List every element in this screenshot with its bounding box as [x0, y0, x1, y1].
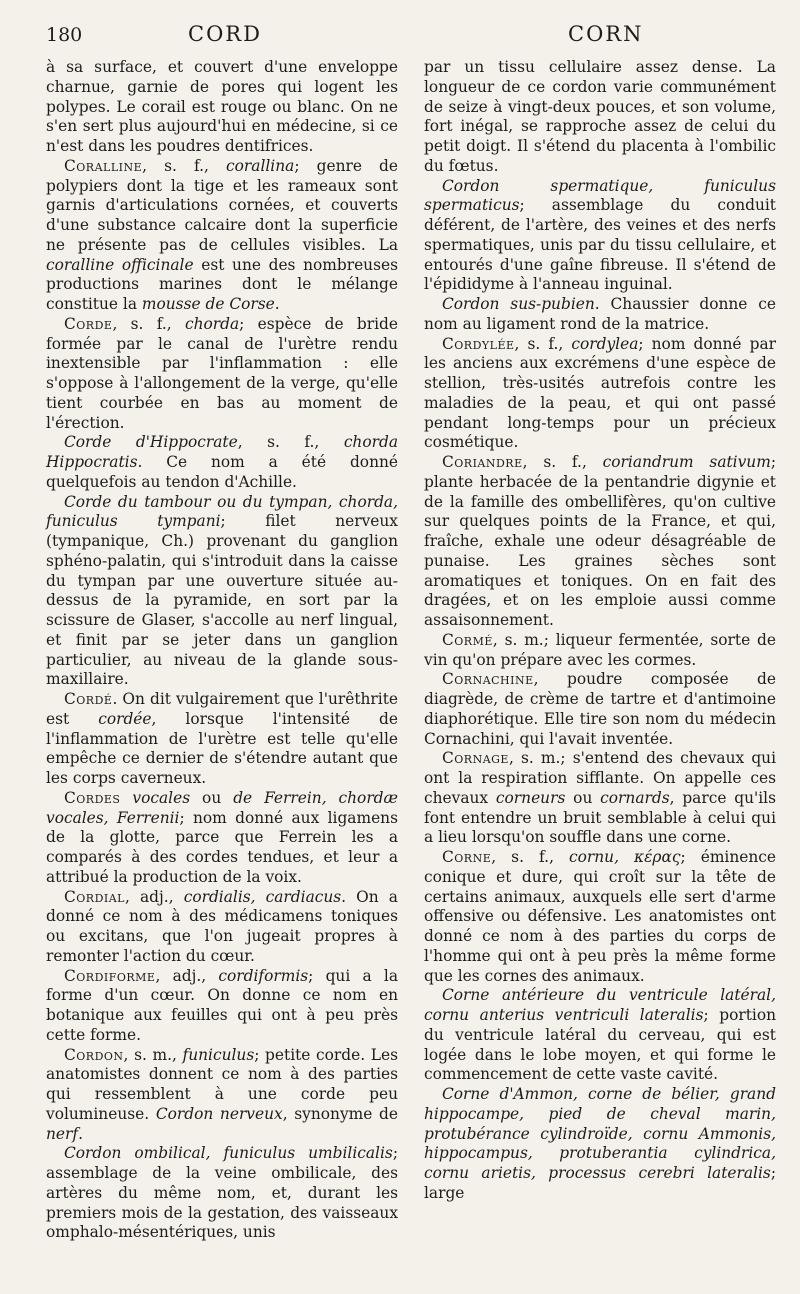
entry-text: , lorsque l'intensité de l'inflammation de l'urètre est telle qu'elle empêche ce dernier de s'étendre autant que les corps caverneux.	[46, 709, 398, 787]
entry-text: . On a donné ce nom à des médicamens toniques ou excitans, que l'on jugeait propres à remonter l'action du cœur.	[46, 887, 398, 965]
dictionary-entry	[46, 789, 398, 888]
italic-term: coralline officinale	[46, 255, 194, 274]
dictionary-entry	[46, 315, 398, 434]
headword: Cordiforme	[64, 966, 156, 985]
entry-text: ; éminence conique et dure, qui croît sur la tête de certains animaux, auxquels elle sert d'arme offensive ou défensive. Les anatomistes ont donné ce nom à des parties du corps de l'homme qui ont à peu près la même forme que les cornes des animaux.	[424, 848, 776, 985]
headword: Coralline	[64, 156, 143, 175]
headword: Cormé	[442, 630, 493, 649]
dictionary-entry	[424, 58, 776, 177]
italic-term: Cordon spermatique, funiculus spermaticus	[424, 176, 776, 215]
entry-text: , s. f.,	[237, 433, 344, 452]
entry-text: ; qui a la forme d'un cœur. On donne ce nom en botanique aux feuilles qui ont à peu près cette forme.	[46, 966, 398, 1044]
entry-text: . On dit vulgairement que l'urêthrite est	[46, 690, 398, 728]
entry-text: . Ce nom a été donné quelquefois au tendon d'Achille.	[46, 453, 398, 491]
dictionary-entry	[424, 453, 776, 631]
entry-text: , adj.,	[125, 887, 184, 906]
headword: Cordé	[64, 690, 113, 708]
entry-text: par un tissu cellulaire assez dense. La longueur de ce cordon varie communément de seize à vingt-deux pouces, et son volume, fort inégal, se rapproche assez de celui du petit doigt. Il s'étend du placenta à l'ombilic du fœtus.	[424, 58, 776, 175]
entry-text: ; assemblage de la veine ombilicale, des artères du même nom, et, durant les premiers mois de la gestation, des vaisseaux omphalo-mésentériques, unis	[46, 1144, 398, 1242]
dictionary-entry	[46, 1144, 398, 1243]
headword: Corde	[64, 314, 113, 333]
italic-term: cornu, κέρας	[569, 848, 681, 866]
italic-term: corallina	[226, 156, 295, 175]
dictionary-entry	[46, 888, 398, 967]
entry-text: , s. m.; s'entend des chevaux qui ont la respiration sifflante. On appelle ces chevaux	[424, 749, 776, 807]
italic-term: funiculus	[182, 1045, 255, 1064]
entry-text: ; filet nerveux (tympanique, Ch.) provenant du ganglion sphéno-palatin, qui s'introduit dans la caisse du tympan par une ouverture située au-dessus de la pyramide, en sort par la scissure de Glaser, s'accolle au nerf lingual, et finit par se jeter dans un ganglion particulier, au niveau de la glande sous-maxillaire.	[46, 512, 398, 689]
italic-term: de Ferrein, chordæ vocales, Ferrenii	[46, 788, 398, 827]
dictionary-entry	[424, 670, 776, 749]
headword: Cornage	[442, 749, 509, 768]
left-column	[46, 58, 398, 1243]
entry-text: ; genre de polypiers dont la tige et les rameaux sont garnis d'articulations cornées, et couverts d'une substance calcaire dont la superficie ne présente pas de cellules visibles. La	[46, 156, 398, 254]
italic-term: chorda	[184, 314, 240, 333]
headword: Cordylée	[442, 334, 515, 353]
dictionary-entry	[46, 967, 398, 1046]
dictionary-entry	[46, 493, 398, 691]
italic-term: cornards	[600, 788, 670, 807]
right-running-head: CORN	[568, 22, 644, 46]
entry-text	[120, 789, 132, 807]
italic-term: cordiformis	[218, 966, 309, 985]
entry-text: ; nom donné aux ligamens de la glotte, parce que Ferrein les a comparés à des cordes tendues, et leur a attribué la production de la voix.	[46, 808, 398, 886]
right-column	[424, 58, 776, 1204]
dictionary-entry	[46, 157, 398, 315]
entry-text: .	[78, 1124, 83, 1143]
headword: Corne	[442, 848, 492, 866]
headword: Cordial	[64, 887, 125, 906]
italic-term: coriandrum sativum	[602, 453, 771, 471]
entry-text: ; petite corde. Les anatomistes donnent ce nom à des parties qui ressemblent à une corde peu volumineuse.	[46, 1045, 398, 1123]
dictionary-entry	[424, 295, 776, 335]
dictionary-entry	[424, 749, 776, 848]
entry-text: ; plante herbacée de la pentandrie digynie et de la famille des ombellifères, qu'on cultive sur quelques points de la France, et qui, fraîche, exhale une odeur désagréable de punaise. Les graines sèches sont aromatiques et toniques. On en fait des dragées, et on les emploie aussi comme assaisonnement.	[424, 453, 776, 629]
italic-term: nerf	[46, 1124, 79, 1143]
headword: Cornachine	[442, 670, 534, 689]
entry-text: , s. f.,	[112, 314, 185, 333]
dictionary-entry	[424, 177, 776, 296]
italic-term: cordée	[98, 709, 152, 728]
entry-text: .	[274, 295, 280, 313]
dictionary-entry	[424, 848, 776, 986]
entry-text: , s. f.,	[142, 156, 227, 175]
italic-term: Corne d'Ammon, corne de bélier, grand hippocampe, pied de cheval marin, protubérance cylindroïde, cornu Ammonis, hippocampus, protuberantia cylindrica, cornu arietis, processus cerebri lateralis	[424, 1085, 776, 1182]
italic-term: Corde d'Hippocrate	[64, 433, 238, 452]
entry-text: , s. m.; liqueur fermentée, sorte de vin qu'on prépare avec les cormes.	[424, 630, 776, 669]
headword: Coriandre	[442, 453, 523, 471]
dictionary-entry	[46, 1046, 398, 1145]
headword: Cordes	[64, 788, 121, 807]
italic-term: cordylea	[571, 334, 639, 353]
entry-text: ; nom donné par les anciens aux excrémens d'une espèce de stellion, très-usités autrefois contre les maladies de la peau, et qui ont passé pendant long-temps pour un précieux cosmétique.	[424, 334, 776, 452]
italic-term: Corne antérieure du ventricule latéral, cornu anterius ventriculi lateralis	[424, 986, 776, 1024]
entry-text: , adj.,	[155, 966, 219, 985]
dictionary-entry	[46, 58, 398, 157]
dictionary-entry	[424, 986, 776, 1085]
entry-text: est une des nombreuses productions marines dont le mélange constitue la	[46, 255, 398, 313]
entry-text: ou	[190, 788, 234, 807]
entry-text: ; large	[424, 1164, 776, 1202]
page-number: 180	[46, 24, 83, 46]
dictionary-entry	[46, 433, 398, 492]
entry-text: ; portion du ventricule latéral du cerveau, qui est logée dans le lobe moyen, et qui forme le commencement de cette vaste cavité.	[424, 1006, 777, 1084]
entry-text: , poudre composée de diagrède, de crème de tartre et d'antimoine diaphorétique. Elle tire son nom du médecin Cornachini, qui l'avait inventée.	[424, 670, 776, 748]
italic-term: Cordon nerveux	[155, 1104, 283, 1123]
dictionary-entry	[424, 335, 776, 454]
entry-text: à sa surface, et couvert d'une enveloppe charnue, garnie de pores qui logent les polypes. Le corail est rouge ou blanc. On ne s'en sert plus aujourd'hui en médecine, si ce n'est dans les poudres dentifrices.	[46, 58, 398, 155]
headword: Cordon	[64, 1045, 124, 1064]
entry-text: , s. m.,	[123, 1045, 183, 1064]
italic-term: mousse de Corse	[141, 295, 275, 313]
entry-text: ou	[565, 788, 601, 807]
dictionary-entry	[424, 631, 776, 671]
dictionary-entry	[424, 1085, 776, 1204]
italic-term: corneurs	[495, 788, 566, 807]
entry-text: , s. f.,	[514, 334, 572, 353]
italic-term: cordialis, cardiacus	[183, 887, 342, 906]
entry-text: ; assemblage du conduit déférent, de l'artère, des veines et des nerfs spermatiques, unis par du tissu cellulaire, et entourés d'une gaîne fibreuse. Il s'étend de l'épididyme à l'anneau inguinal.	[424, 196, 776, 294]
entry-text: , s. f.,	[491, 848, 570, 866]
entry-text: . Chaussier donne ce nom au ligament rond de la matrice.	[424, 295, 776, 333]
running-header	[0, 22, 800, 52]
italic-term: chorda Hippocratis	[46, 433, 398, 471]
left-running-head: CORD	[188, 22, 262, 46]
entry-text: , synonyme de	[282, 1104, 398, 1123]
italic-term: Cordon ombilical, funiculus umbilicalis	[64, 1144, 393, 1163]
italic-term: Cordon sus-pubien	[442, 295, 595, 313]
italic-term: Corde du tambour ou du tympan, chorda, funiculus tympani	[46, 492, 398, 531]
entry-text: ; espèce de bride formée par le canal de l'urètre rendu inextensible par l'inflammation : elle s'oppose à l'allongement de la verge, qu'elle tient courbée en bas au moment de l'érection.	[46, 314, 398, 432]
dictionary-entry	[46, 690, 398, 789]
entry-text: , parce qu'ils font entendre un bruit semblable à celui qui a lieu lorsqu'on souffle dans une corne.	[424, 788, 776, 847]
entry-text: , s. f.,	[522, 453, 603, 471]
italic-term: vocales	[132, 788, 191, 807]
